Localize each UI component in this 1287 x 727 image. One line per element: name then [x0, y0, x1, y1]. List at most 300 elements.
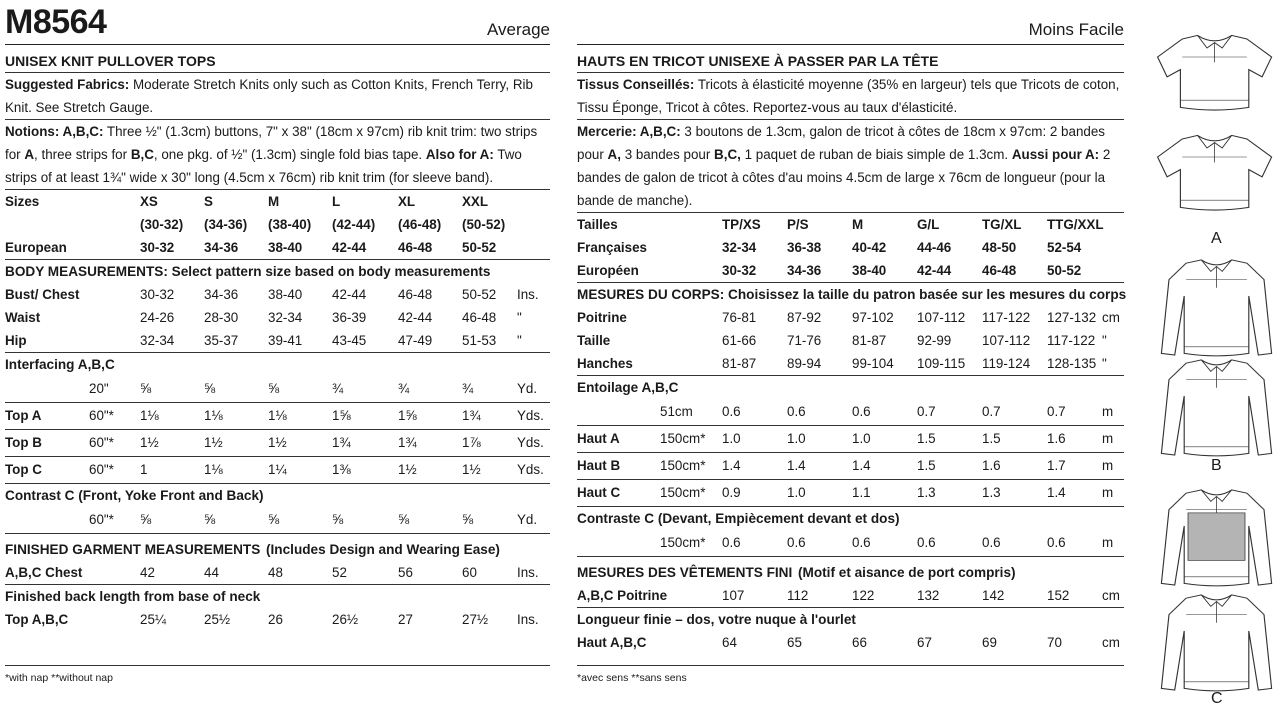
garment-sketches — [1150, 0, 1287, 722]
top-row — [5, 430, 550, 457]
fabric-width: 60"* — [89, 435, 114, 450]
table-cell: 119-124 — [982, 356, 1031, 371]
unit-label: " — [1102, 333, 1107, 348]
table-cell: 1.3 — [982, 485, 1001, 500]
table-cell: 38-40 — [268, 287, 303, 302]
table-cell: 1.3 — [917, 485, 936, 500]
view-label-b: B — [1211, 457, 1222, 474]
table-cell: 26 — [268, 612, 283, 627]
table-cell: 1.6 — [982, 458, 1001, 473]
table-cell: 109-115 — [917, 356, 966, 371]
table-cell: 1½ — [398, 462, 417, 477]
size-header: L — [332, 194, 341, 209]
back-length-row — [577, 631, 1124, 654]
table-cell: ⅝ — [268, 381, 280, 396]
size-range: (30-32) — [140, 217, 184, 232]
notions — [5, 120, 550, 190]
footer-rule — [5, 665, 550, 666]
size-range-row — [5, 213, 550, 236]
table-cell: 1 — [140, 462, 148, 477]
row-label: Françaises — [577, 240, 647, 255]
contrast-title — [5, 484, 550, 507]
view-c-front — [1161, 490, 1271, 586]
section-heading: Contrast C (Front, Yoke Front and Back) — [5, 488, 264, 503]
table-cell: 1⅛ — [204, 408, 223, 423]
notions-text: 3 bandes pour — [624, 147, 711, 162]
european-size: 30-32 — [722, 263, 757, 278]
table-cell: 107 — [722, 588, 745, 603]
suggested-fabrics — [5, 73, 550, 120]
size-range: (34-36) — [204, 217, 248, 232]
section-title: UNISEX KNIT PULLOVER TOPS — [5, 50, 550, 73]
table-cell: 47-49 — [398, 333, 433, 348]
section-heading: Interfacing A,B,C — [5, 357, 115, 372]
table-cell: 87-92 — [787, 310, 822, 325]
european-size: 46-48 — [398, 240, 433, 255]
table-cell: 1.5 — [917, 431, 936, 446]
table-cell: ⅝ — [268, 512, 280, 527]
size-range: 52-54 — [1047, 240, 1082, 255]
table-cell: 0.6 — [787, 404, 806, 419]
table-cell: 0.6 — [982, 535, 1001, 550]
table-cell: 81-87 — [852, 333, 887, 348]
table-cell: 60 — [462, 565, 477, 580]
european-size: 38-40 — [268, 240, 303, 255]
section-heading: FINISHED GARMENT MEASUREMENTS — [5, 542, 261, 557]
interfacing-title — [5, 353, 550, 376]
top-row — [577, 480, 1124, 507]
table-cell: 127-132 — [1047, 310, 1097, 325]
table-cell: 1.4 — [1047, 485, 1066, 500]
row-label: Taille — [577, 333, 611, 348]
back-length-title — [577, 608, 1124, 631]
row-label: Bust/ Chest — [5, 287, 80, 302]
section-title: HAUTS EN TRICOT UNISEXE À PASSER PAR LA TÊTE — [577, 50, 1124, 73]
table-cell: ⅝ — [204, 381, 216, 396]
pattern-code: M8564 — [5, 3, 107, 41]
european-size: 34-36 — [204, 240, 239, 255]
table-cell: 81-87 — [722, 356, 757, 371]
table-cell: 0.6 — [787, 535, 806, 550]
table-cell: 1¾ — [332, 435, 351, 450]
row-label: Haut A,B,C — [577, 635, 647, 650]
table-cell: 112 — [787, 588, 809, 603]
table-cell: 1⅞ — [462, 435, 481, 450]
size-range: 40-42 — [852, 240, 887, 255]
table-cell: ⅝ — [398, 512, 410, 527]
table-cell: ¾ — [462, 381, 474, 396]
size-header: TP/XS — [722, 217, 761, 232]
fabric-width: 150cm* — [660, 458, 706, 473]
table-cell: 1⅛ — [204, 462, 223, 477]
unit-label: cm — [1102, 635, 1120, 650]
european-row — [577, 259, 1124, 283]
body-row — [577, 329, 1124, 352]
notions-text: 3 boutons de 1.3cm, galon de tricot à côtes de 18cm x 97cm: 2 bandes pour — [577, 124, 1105, 162]
finished-chest-row — [5, 561, 550, 585]
fabrics-text: Moderate Stretch Knits only such as Cotton Knits, French Terry, Rib Knit. See Stretch Gauge. — [5, 77, 533, 115]
row-label: A,B,C Poitrine — [577, 588, 668, 603]
view-b-front — [1161, 260, 1271, 356]
row-label: Poitrine — [577, 310, 627, 325]
section-subheading: (Includes Design and Wearing Ease) — [266, 542, 500, 557]
notions-text: , one pkg. of ½" (1.3cm) single fold bias tape. — [153, 147, 423, 162]
footer-rule — [577, 665, 1124, 666]
table-cell: 1.1 — [852, 485, 871, 500]
table-cell: 71-76 — [787, 333, 822, 348]
table-cell: 107-112 — [982, 333, 1031, 348]
table-cell: 48 — [268, 565, 283, 580]
table-cell: 1.0 — [787, 485, 806, 500]
view-b-back — [1161, 360, 1271, 456]
sizes-row — [577, 213, 1124, 236]
size-header: XXL — [462, 194, 489, 209]
body-row — [5, 283, 550, 306]
unit-label: Ins. — [517, 565, 539, 580]
european-size: 42-44 — [917, 263, 952, 278]
table-cell: 1½ — [462, 462, 481, 477]
table-cell: 1.7 — [1047, 458, 1066, 473]
unit-label: " — [517, 310, 522, 325]
row-label: Européen — [577, 263, 639, 278]
table-cell: 30-32 — [140, 287, 175, 302]
table-cell: 1½ — [204, 435, 223, 450]
size-header: TTG/XXL — [1047, 217, 1104, 232]
row-label: European — [5, 240, 67, 255]
fabric-width: 20" — [89, 381, 109, 396]
size-range-row — [577, 236, 1124, 259]
table-cell: 89-94 — [787, 356, 822, 371]
back-length-row — [5, 608, 550, 631]
table-cell: 42-44 — [398, 310, 433, 325]
table-cell: 0.6 — [722, 404, 741, 419]
fabric-width: 150cm* — [660, 431, 706, 446]
row-label: Sizes — [5, 194, 40, 209]
notions — [577, 120, 1124, 213]
european-size: 30-32 — [140, 240, 175, 255]
table-cell: 44 — [204, 565, 219, 580]
unit-label: Ins. — [517, 612, 539, 627]
table-cell: 24-26 — [140, 310, 175, 325]
table-cell: 1.5 — [917, 458, 936, 473]
view-label-c: C — [1211, 690, 1223, 707]
table-cell: 1.5 — [982, 431, 1001, 446]
footnote: *with nap **without nap — [5, 672, 113, 684]
table-cell: 1⅝ — [332, 408, 351, 423]
top-row — [577, 426, 1124, 453]
table-cell: 0.6 — [852, 404, 871, 419]
notions-text: Two strips of at least 1¾" wide x 30" long (4.5cm x 76cm) rib knit trim (for sleeve band). — [5, 147, 522, 185]
table-cell: 28-30 — [204, 310, 239, 325]
table-cell: 128-135 — [1047, 356, 1097, 371]
notions-text: , three strips for — [34, 147, 128, 162]
table-cell: 42 — [140, 565, 155, 580]
contrast-title — [577, 507, 1124, 530]
table-cell: 36-39 — [332, 310, 367, 325]
measurement-table — [5, 190, 550, 631]
notions-view: B,C, — [714, 147, 741, 162]
fabrics-label: Suggested Fabrics: — [5, 77, 130, 92]
table-cell: 1½ — [268, 435, 287, 450]
unit-label: Ins. — [517, 287, 539, 302]
table-cell: ¾ — [332, 381, 344, 396]
european-row — [5, 236, 550, 260]
table-cell: 1¾ — [398, 435, 417, 450]
table-cell: 0.7 — [1047, 404, 1066, 419]
unit-label: Yds. — [517, 462, 544, 477]
view-a-front — [1158, 35, 1272, 110]
european-size: 46-48 — [982, 263, 1017, 278]
body-row — [577, 352, 1124, 376]
notions-view: A — [24, 147, 35, 162]
table-cell: 0.9 — [722, 485, 741, 500]
row-label: A,B,C Chest — [5, 565, 83, 580]
french-column — [577, 0, 1127, 654]
unit-label: " — [1102, 356, 1107, 371]
table-cell: 25¼ — [140, 612, 167, 627]
top-row — [5, 457, 550, 484]
table-cell: 65 — [787, 635, 802, 650]
table-cell: 0.7 — [917, 404, 936, 419]
top-row — [577, 453, 1124, 480]
table-cell: 61-66 — [722, 333, 757, 348]
table-cell: 0.6 — [1047, 535, 1066, 550]
notions-label: Notions: A,B,C: — [5, 124, 104, 139]
size-range: (42-44) — [332, 217, 376, 232]
unit-label: " — [517, 333, 522, 348]
table-cell: 99-104 — [852, 356, 894, 371]
size-header: XL — [398, 194, 416, 209]
table-cell: 1⅛ — [140, 408, 159, 423]
view-label-a: A — [1211, 230, 1222, 247]
table-cell: 117-122 — [982, 310, 1031, 325]
table-cell: ⅝ — [204, 512, 216, 527]
section-heading: Longueur finie – dos, votre nuque à l'ourlet — [577, 612, 856, 627]
section-heading: Entoilage A,B,C — [577, 380, 679, 395]
section-heading: MESURES DU CORPS: Choisissez la taille du patron basée sur les mesures du corps — [577, 287, 1127, 302]
table-cell: 51-53 — [462, 333, 497, 348]
size-range: 32-34 — [722, 240, 757, 255]
table-cell: 0.6 — [722, 535, 741, 550]
table-cell: 39-41 — [268, 333, 303, 348]
body-row — [5, 306, 550, 329]
interfacing-row — [577, 399, 1124, 426]
table-cell: 1.4 — [722, 458, 741, 473]
fabric-width: 60"* — [89, 512, 114, 527]
size-header: S — [204, 194, 213, 209]
row-label: Top A,B,C — [5, 612, 69, 627]
european-size: 50-52 — [462, 240, 497, 255]
notions-view: B,C — [130, 147, 154, 162]
notions-view: A, — [607, 147, 621, 162]
table-cell: 76-81 — [722, 310, 757, 325]
view-a-back — [1158, 135, 1272, 210]
contrast-row — [577, 530, 1124, 557]
row-label: Tailles — [577, 217, 618, 232]
table-cell: 66 — [852, 635, 867, 650]
table-cell: 1¼ — [268, 462, 287, 477]
table-cell: 70 — [1047, 635, 1062, 650]
table-cell: 0.6 — [852, 535, 871, 550]
unit-label: m — [1102, 535, 1114, 550]
table-cell: 27½ — [462, 612, 489, 627]
table-cell: 92-99 — [917, 333, 952, 348]
table-cell: 122 — [852, 588, 875, 603]
garment-illustrations — [1150, 0, 1287, 722]
row-label: Haut B — [577, 458, 621, 473]
unit-label: cm — [1102, 310, 1120, 325]
finished-title — [577, 561, 1124, 584]
table-cell: 0.7 — [982, 404, 1001, 419]
row-label: Hanches — [577, 356, 633, 371]
notions-also-label: Aussi pour A: — [1011, 147, 1100, 162]
sizes-row — [5, 190, 550, 213]
measurement-table — [577, 213, 1127, 654]
size-header: M — [852, 217, 864, 232]
notions-text: Three ½" (1.3cm) buttons, 7" x 38" (18cm x 97cm) rib knit trim: two strips for — [5, 124, 538, 162]
english-column — [5, 0, 550, 631]
header-bar — [577, 0, 1124, 45]
body-row — [5, 329, 550, 353]
table-cell: 64 — [722, 635, 737, 650]
table-cell: 27 — [398, 612, 413, 627]
table-cell: ⅝ — [140, 381, 152, 396]
fabric-width: 150cm* — [660, 485, 706, 500]
size-header: TG/XL — [982, 217, 1022, 232]
row-label: Waist — [5, 310, 41, 325]
table-cell: 1.0 — [787, 431, 806, 446]
fabric-width: 60"* — [89, 408, 114, 423]
table-cell: 52 — [332, 565, 347, 580]
unit-label: Yds. — [517, 408, 544, 423]
back-length-title — [5, 585, 550, 608]
size-header: G/L — [917, 217, 940, 232]
size-header: M — [268, 194, 280, 209]
notions-label: Mercerie: A,B,C: — [577, 124, 681, 139]
table-cell: 117-122 — [1047, 333, 1096, 348]
row-label: Top C — [5, 462, 42, 477]
section-heading: Contraste C (Devant, Empiècement devant et dos) — [577, 511, 900, 526]
table-cell: 34-36 — [204, 287, 239, 302]
section-heading: Finished back length from base of neck — [5, 589, 261, 604]
table-cell: ¾ — [398, 381, 410, 396]
fabric-width: 51cm — [660, 404, 693, 419]
table-cell: 132 — [917, 588, 940, 603]
table-cell: 32-34 — [268, 310, 303, 325]
finished-title — [5, 538, 550, 561]
section-heading: MESURES DES VÊTEMENTS FINI — [577, 565, 793, 580]
table-cell: 107-112 — [917, 310, 966, 325]
row-label: Top A — [5, 408, 42, 423]
top-row — [5, 403, 550, 430]
table-cell: 42-44 — [332, 287, 367, 302]
body-row — [577, 306, 1124, 329]
size-range: 36-38 — [787, 240, 822, 255]
unit-label: Yd. — [517, 512, 538, 527]
european-size: 42-44 — [332, 240, 367, 255]
table-cell: 1.6 — [1047, 431, 1066, 446]
table-cell: ⅝ — [462, 512, 474, 527]
table-cell: 1.4 — [852, 458, 871, 473]
table-cell: 1⅛ — [268, 408, 287, 423]
table-cell: 1⅝ — [398, 408, 417, 423]
unit-label: m — [1102, 458, 1114, 473]
table-cell: 43-45 — [332, 333, 367, 348]
interfacing-row — [5, 376, 550, 403]
table-cell: 56 — [398, 565, 413, 580]
table-cell: 32-34 — [140, 333, 175, 348]
row-label: Haut C — [577, 485, 621, 500]
table-cell: 25½ — [204, 612, 231, 627]
notions-also-label: Also for A: — [425, 147, 494, 162]
header-bar — [5, 0, 550, 45]
european-size: 50-52 — [1047, 263, 1082, 278]
row-label: Hip — [5, 333, 27, 348]
european-size: 34-36 — [787, 263, 822, 278]
table-cell: 46-48 — [462, 310, 497, 325]
european-size: 38-40 — [852, 263, 887, 278]
table-cell: 46-48 — [398, 287, 433, 302]
row-label: Haut A — [577, 431, 620, 446]
unit-label: Yds. — [517, 435, 544, 450]
table-cell: 35-37 — [204, 333, 239, 348]
table-cell: 1⅜ — [332, 462, 351, 477]
unit-label: m — [1102, 431, 1114, 446]
unit-label: m — [1102, 485, 1114, 500]
table-cell: 69 — [982, 635, 997, 650]
size-range: (50-52) — [462, 217, 506, 232]
unit-label: cm — [1102, 588, 1120, 603]
table-cell: ⅝ — [332, 512, 344, 527]
size-range: (46-48) — [398, 217, 442, 232]
fabric-width: 60"* — [89, 462, 114, 477]
fabrics-text: Tricots à élasticité moyenne (35% en largeur) tels que Tricots de coton, Tissu Éponge, Tricot à côtes. Reportez-vous au taux d'élasticité. — [577, 77, 1120, 115]
body-measurements-title — [5, 260, 550, 283]
notions-text: 1 paquet de ruban de biais simple de 1.3cm. — [744, 147, 1009, 162]
notions-text: 2 bandes de galon de tricot à côtes d'au moins 4.5cm de large x 76cm de longueur (pour la bande de manche). — [577, 147, 1111, 208]
section-subheading: (Motif et aisance de port compris) — [798, 565, 1016, 580]
finished-chest-row — [577, 584, 1124, 608]
section-heading: BODY MEASUREMENTS: Select pattern size based on body measurements — [5, 264, 491, 279]
table-cell: 0.6 — [917, 535, 936, 550]
size-header: XS — [140, 194, 158, 209]
table-cell: 67 — [917, 635, 932, 650]
table-cell: 50-52 — [462, 287, 497, 302]
unit-label: m — [1102, 404, 1114, 419]
interfacing-title — [577, 376, 1124, 399]
table-cell: 1.0 — [852, 431, 871, 446]
size-range: (38-40) — [268, 217, 312, 232]
view-c-back — [1161, 595, 1271, 691]
body-measurements-title — [577, 283, 1127, 306]
fabrics-label: Tissus Conseillés: — [577, 77, 695, 92]
table-cell: 1.0 — [722, 431, 741, 446]
table-cell: 142 — [982, 588, 1005, 603]
table-cell: 152 — [1047, 588, 1070, 603]
table-cell: 1¾ — [462, 408, 481, 423]
difficulty-level: Moins Facile — [1028, 20, 1124, 39]
table-cell: 1.4 — [787, 458, 806, 473]
table-cell: 1½ — [140, 435, 159, 450]
table-cell: 26½ — [332, 612, 359, 627]
table-cell: 97-102 — [852, 310, 894, 325]
contrast-row — [5, 507, 550, 534]
suggested-fabrics — [577, 73, 1124, 120]
size-header: P/S — [787, 217, 809, 232]
footnote: *avec sens **sans sens — [577, 672, 687, 684]
table-cell: ⅝ — [140, 512, 152, 527]
size-range: 48-50 — [982, 240, 1017, 255]
